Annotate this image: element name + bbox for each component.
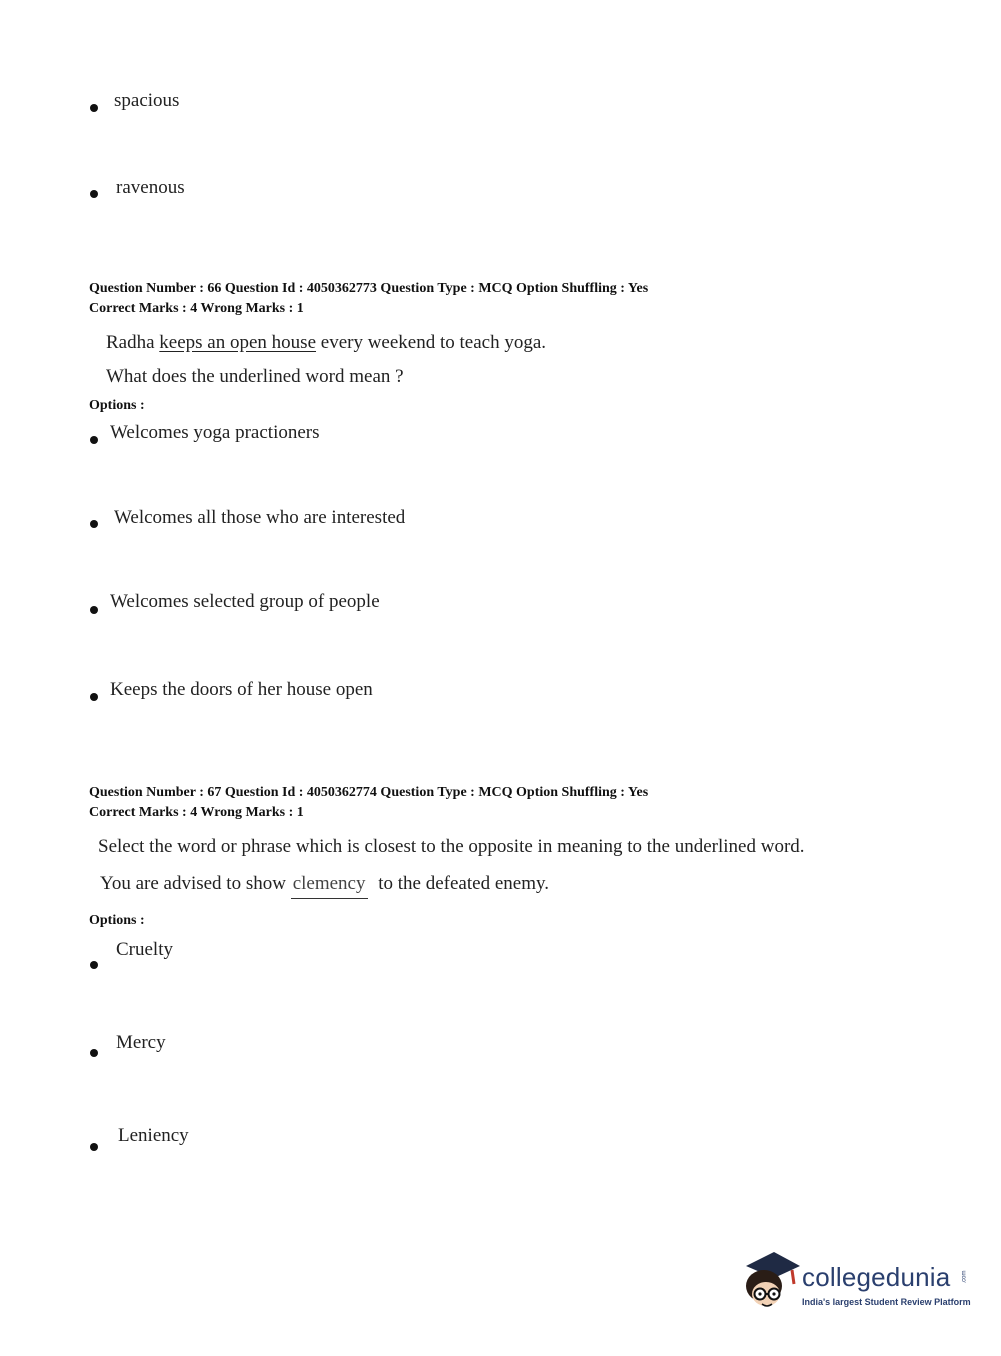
q67-sentence [100,873,549,899]
bullet [90,104,98,112]
q67-option-2[interactable]: Mercy [116,1032,166,1053]
q67-sentence-before: You are advised to show [100,873,291,894]
bullet [90,520,98,528]
q67-options-label: Options : [89,913,145,928]
logo-wordmark: collegedunia [802,1262,951,1292]
q67-underlined-word: clemency [291,873,368,899]
collegedunia-logo [740,1248,970,1318]
bullet [90,1049,98,1057]
q67-instruction: Select the word or phrase which is closest to the opposite in meaning to the underlined word. [98,836,805,857]
option-spacious[interactable]: spacious [114,90,180,111]
q67-option-3[interactable]: Leniency [118,1125,189,1146]
q67-meta-line2: Correct Marks : 4 Wrong Marks : 1 [89,805,304,820]
logo-com: .com [961,1270,968,1284]
bullet [90,606,98,614]
bullet [90,436,98,444]
q66-option-4[interactable]: Keeps the doors of her house open [110,679,373,700]
bullet [90,1143,98,1151]
logo-tagline: India's largest Student Review Platform [802,1297,971,1307]
bullet [90,190,98,198]
q66-option-2[interactable]: Welcomes all those who are interested [114,507,406,528]
q66-options-label: Options : [89,398,145,413]
q66-sentence [106,332,546,354]
q66-question: What does the underlined word mean ? [106,366,404,387]
bullet [90,961,98,969]
q67-sentence-after: to the defeated enemy. [373,873,549,894]
q67-meta-line1: Question Number : 67 Question Id : 4050362774 Question Type : MCQ Option Shuffling : Yes [89,785,649,800]
q66-option-3[interactable]: Welcomes selected group of people [110,591,380,612]
option-ravenous[interactable]: ravenous [116,177,185,198]
q66-meta-line1: Question Number : 66 Question Id : 4050362773 Question Type : MCQ Option Shuffling : Yes [89,281,649,296]
bullet [90,693,98,701]
q66-option-1[interactable]: Welcomes yoga practioners [110,422,320,443]
q66-sentence-after: every weekend to teach yoga. [316,332,547,353]
q67-option-1[interactable]: Cruelty [116,939,173,960]
q66-sentence-before: Radha [106,332,160,353]
mascot-icon [740,1248,802,1318]
q66-meta-line2: Correct Marks : 4 Wrong Marks : 1 [89,301,304,316]
q66-underlined-phrase: keeps an open house [159,332,317,353]
